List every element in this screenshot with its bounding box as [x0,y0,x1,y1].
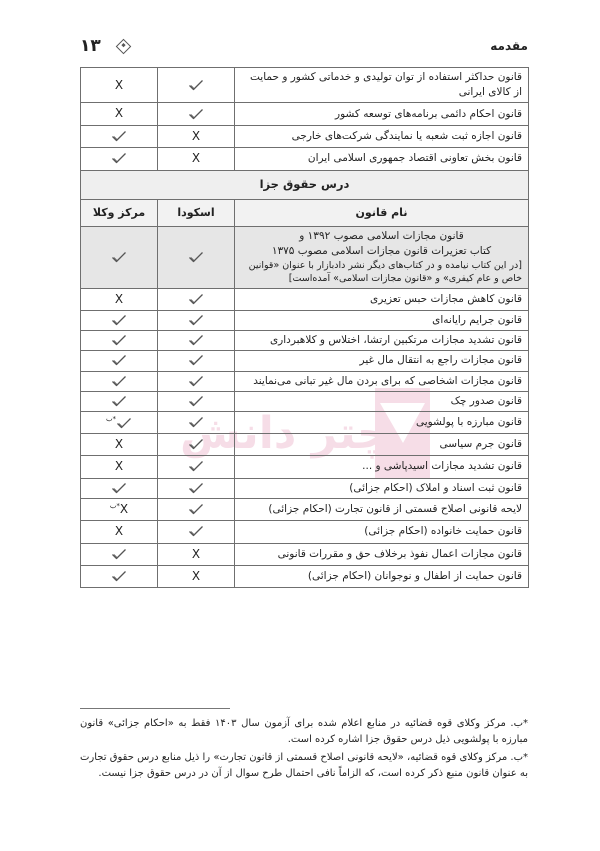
table-row [81,311,529,331]
table-row [81,478,529,498]
row-name: قانون جرم سیاسی [235,433,529,455]
mark-a [158,103,235,125]
mark-a [158,148,235,170]
check-icon [188,354,204,366]
mark-a [158,391,235,411]
column-header-row [81,199,529,226]
mark-a [158,521,235,543]
check-icon [111,354,127,366]
col-header-name: نام قانون [235,199,529,226]
check-icon [188,334,204,346]
mark-a [158,456,235,478]
mark-b [81,288,158,310]
x-icon: X [191,569,201,584]
table-row [81,521,529,543]
row-name: قانون حمایت از اطفال و نوجوانان (احکام جزائی) [235,566,529,588]
row-name: قانون مجازات راجع به انتقال مال غیر [235,351,529,371]
table-row [81,331,529,351]
table-row [81,566,529,588]
x-icon: X [114,291,124,306]
mark-b [81,331,158,351]
check-icon [188,375,204,387]
table-row [81,68,529,103]
table-row [81,125,529,147]
mark-a [158,68,235,103]
mark-b [81,351,158,371]
row-name: قانون مبارزه با پولشویی [235,412,529,434]
check-icon [188,525,204,537]
check-icon [111,130,127,142]
footnotes [80,716,528,784]
x-icon: X [119,501,129,516]
mark-b [81,148,158,170]
mark-b [81,68,158,103]
mark-b [81,498,158,520]
mark-b [81,543,158,565]
footnote-1: *ب. مرکز وکلای قوه قضائیه در منابع اعلام شده برای آزمون سال ۱۴۰۳ فقط به «احکام جزائی» قانون مبارزه با پولشویی ذیل درس حقوق جزا اشاره کرده است. [80,718,528,745]
section-name: مقدمه [490,39,528,53]
check-icon [188,314,204,326]
footnote-2: *ب. مرکز وکلای قوه قضائیه، «لایحه قانونی اصلاح قسمتی از قانون تجارت» را ذیل منابع درس حقوق تجارت به عنوان قانون منبع ذکر کرده است، که الزاماً نافی احتمال طرح سوال از آن در درس حقوق جزا نیست. [80,752,528,779]
mark-a [158,125,235,147]
x-icon: X [191,128,201,143]
check-icon [111,152,127,164]
row-name: قانون صدور چک [235,391,529,411]
mark-a [158,331,235,351]
mark-a [158,433,235,455]
check-icon [111,251,127,263]
shaded-line-2: کتاب تعزیرات قانون مجازات اسلامی مصوب ۱۳۷۵ [271,244,492,257]
table-row [81,288,529,310]
check-icon [116,417,132,429]
row-name: لایحه قانونی اصلاح قسمتی از قانون تجارت (احکام جزائی) [235,498,529,520]
law-table [80,67,529,588]
table-row [81,456,529,478]
mark-b [81,412,158,434]
mark-a [158,566,235,588]
mark-b [81,456,158,478]
check-icon [111,395,127,407]
check-icon [188,416,204,428]
section-row [81,170,529,199]
x-icon: X [114,436,124,451]
mark-a [158,412,235,434]
mark-b [81,125,158,147]
shaded-note: [در این کتاب نیامده و در کتاب‌های دیگر نشر دادبازار با عنوان «قوانین خاص و عام کیفری» و «قانون مجازات اسلامی» آمده‌است] [248,260,522,285]
table-row [81,412,529,434]
shaded-line-1: قانون مجازات اسلامی مصوب ۱۳۹۲ و [299,229,464,242]
row-name: قانون تشدید مجازات مرتکبین ارتشا، اختلاس و کلاهبرداری [235,331,529,351]
watermark-text: چتر دانش [180,408,389,459]
row-name: قانون احکام دائمی برنامه‌های توسعه کشور [235,103,529,125]
row-name: قانون حمایت خانواده (احکام جزائی) [235,521,529,543]
check-icon [111,334,127,346]
table-row [81,371,529,391]
check-icon [188,503,204,515]
section-title: درس حقوق جزا [81,170,529,199]
x-icon: X [114,106,124,121]
row-name: قانون مجازات اشخاصی که برای بردن مال غیر تبانی می‌نمایند [235,371,529,391]
check-icon [111,314,127,326]
table-row [81,543,529,565]
mark-b [81,371,158,391]
check-icon [111,482,127,494]
check-icon [188,293,204,305]
row-name [235,226,529,288]
mark-a [158,498,235,520]
mark-a [158,288,235,310]
check-icon [188,251,204,263]
mark-a [158,311,235,331]
check-icon [188,79,204,91]
page-header [80,36,528,58]
row-name: قانون ثبت اسناد و املاک (احکام جزائی) [235,478,529,498]
check-icon [111,570,127,582]
top-rows [81,68,529,171]
table-row-shaded [81,226,529,288]
x-icon: X [114,459,124,474]
check-icon [188,482,204,494]
mark-b [81,521,158,543]
check-icon [111,548,127,560]
mark-b [81,433,158,455]
check-icon [188,395,204,407]
row-name: قانون تشدید مجازات اسیدپاشی و ... [235,456,529,478]
check-icon [111,375,127,387]
x-icon: X [191,546,201,561]
table-row [81,498,529,520]
mark-b [81,478,158,498]
mark-b [81,103,158,125]
mark-b [81,566,158,588]
check-icon [188,460,204,472]
mark-a [158,226,235,288]
mark-a [158,478,235,498]
table-row [81,351,529,371]
main-rows [81,288,529,588]
table-row [81,103,529,125]
footnote-ref: *ب [105,415,117,424]
row-name: قانون کاهش مجازات حبس تعزیری [235,288,529,310]
footnote-rule [80,708,230,709]
mark-b [81,391,158,411]
row-name: قانون جرایم رایانه‌ای [235,311,529,331]
table-row [81,433,529,455]
check-icon [188,438,204,450]
page-number: ۱۳ [80,36,101,56]
col-header-b: مرکز وکلا [81,199,158,226]
row-name: قانون مجازات اعمال نفوذ برخلاف حق و مقررات قانونی [235,543,529,565]
mark-a [158,351,235,371]
row-name: قانون اجازه ثبت شعبه یا نمایندگی شرکت‌های خارجی [235,125,529,147]
x-icon: X [114,524,124,539]
mark-b [81,311,158,331]
mark-a [158,371,235,391]
diamond-ornament-icon [116,39,132,55]
footnote-ref: *ب [109,502,120,511]
table-row [81,148,529,170]
check-icon [188,108,204,120]
mark-a [158,543,235,565]
x-icon: X [114,77,124,92]
x-icon: X [191,151,201,166]
row-name: قانون بخش تعاونی اقتصاد جمهوری اسلامی ایران [235,148,529,170]
col-header-a: اسکودا [158,199,235,226]
row-name: قانون حداکثر استفاده از توان تولیدی و خدماتی کشور و حمایت از کالای ایرانی [235,68,529,103]
table-row [81,391,529,411]
mark-b [81,226,158,288]
